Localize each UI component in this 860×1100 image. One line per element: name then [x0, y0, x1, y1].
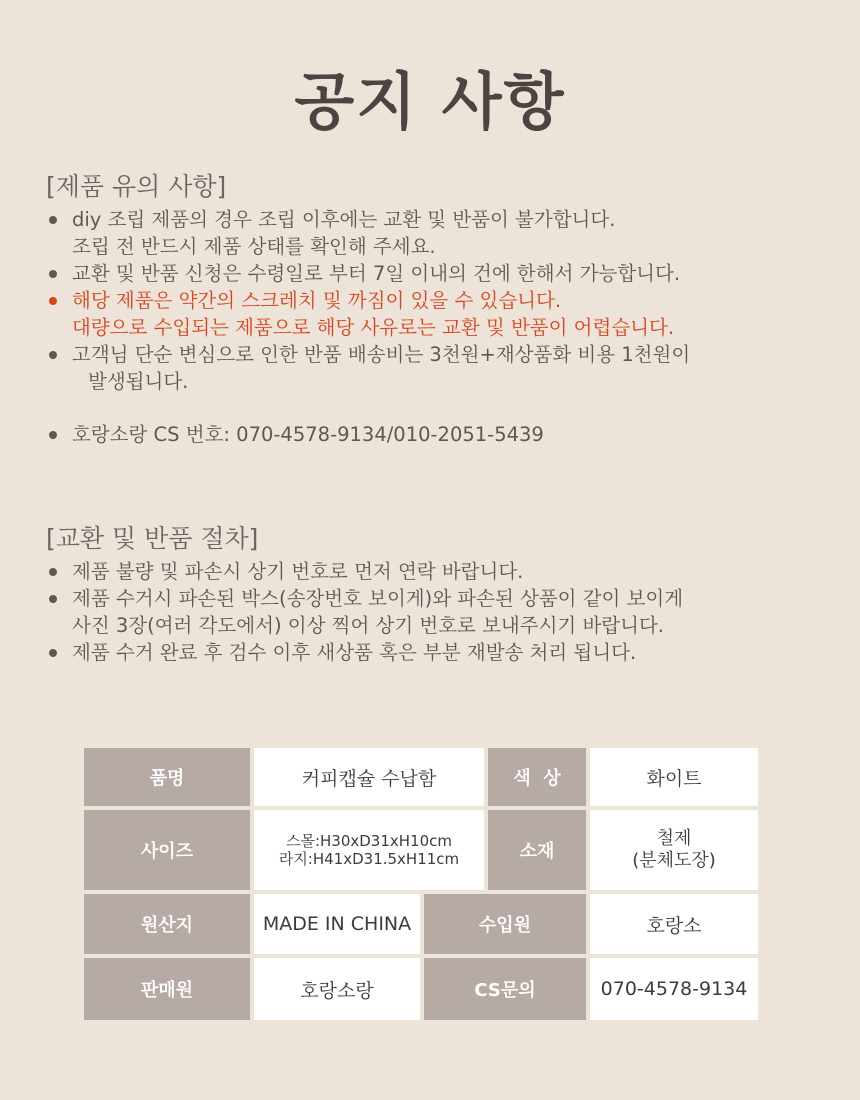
size-label: 사이즈	[84, 810, 250, 890]
item-text: 해당 제품은 약간의 스크레치 및 까짐이 있을 수 있습니다.	[72, 289, 562, 312]
list-item	[46, 206, 836, 260]
bullet-icon	[49, 351, 57, 359]
importer-label: 수입원	[424, 894, 586, 954]
item-text-continued: 발생됩니다.	[88, 370, 189, 393]
item-text-continued: 조립 전 반드시 제품 상태를 확인해 주세요.	[72, 235, 436, 258]
item-text-continued: 대량으로 수입되는 제품으로 해당 사유로는 교환 및 반품이 어렵습니다.	[72, 316, 675, 339]
item-text: 호랑소랑 CS 번호: 070-4578-9134/010-2051-5439	[72, 423, 544, 446]
precautions-heading: [제품 유의 사항]	[46, 172, 227, 201]
size-value	[254, 810, 484, 890]
importer-value: 호랑소	[590, 894, 758, 954]
material-value	[590, 810, 758, 890]
procedure-list	[46, 558, 836, 666]
origin-value: MADE IN CHINA	[254, 894, 420, 954]
color-label: 색 상	[488, 748, 586, 806]
size-large: 라지:H41xD31.5xH11cm	[278, 850, 460, 868]
material-label: 소재	[488, 810, 586, 890]
spec-table	[84, 748, 758, 1020]
item-text: 제품 불량 및 파손시 상기 번호로 먼저 연락 바랍니다.	[72, 560, 524, 583]
list-item	[46, 341, 836, 395]
precautions-list	[46, 206, 836, 448]
list-item	[46, 260, 836, 287]
origin-label: 원산지	[84, 894, 250, 954]
bullet-icon	[49, 568, 57, 576]
product-name-value: 커피캡슐 수납함	[254, 748, 484, 806]
cs-label: CS문의	[424, 958, 586, 1020]
material-line-1: 철제	[656, 828, 692, 849]
product-name-label: 품명	[84, 748, 250, 806]
list-item-cs-phone	[46, 421, 836, 448]
bullet-icon	[49, 649, 57, 657]
material-line-2: (분체도장)	[632, 850, 716, 871]
item-text: 교환 및 반품 신청은 수령일로 부터 7일 이내의 건에 한해서 가능합니다.	[72, 262, 681, 285]
bullet-icon	[49, 431, 57, 439]
list-item	[46, 558, 836, 585]
procedure-section	[46, 524, 836, 666]
list-item	[46, 585, 836, 639]
size-small: 스몰:H30xD31xH10cm	[285, 832, 453, 850]
seller-label: 판매원	[84, 958, 250, 1020]
bullet-icon	[49, 270, 57, 278]
bullet-icon	[49, 216, 57, 224]
bullet-icon	[49, 595, 57, 603]
list-item	[46, 639, 836, 666]
procedure-heading: [교환 및 반품 절차]	[46, 524, 259, 553]
list-item-highlight	[46, 287, 836, 341]
item-text: 제품 수거시 파손된 박스(송장번호 보이게)와 파손된 상품이 같이 보이게	[72, 587, 684, 610]
page-title: 공지 사항	[294, 65, 566, 138]
precautions-section	[46, 172, 836, 448]
item-text: 제품 수거 완료 후 검수 이후 새상품 혹은 부분 재발송 처리 됩니다.	[72, 641, 637, 664]
cs-phone-value: 070-4578-9134	[590, 958, 758, 1020]
item-text-continued: 사진 3장(여러 각도에서) 이상 찍어 상기 번호로 보내주시기 바랍니다.	[72, 614, 665, 637]
item-text: diy 조립 제품의 경우 조립 이후에는 교환 및 반품이 불가합니다.	[72, 208, 616, 231]
bullet-icon	[49, 297, 57, 305]
item-text: 고객님 단순 변심으로 인한 반품 배송비는 3천원+재상품화 비용 1천원이	[72, 343, 691, 366]
color-value: 화이트	[590, 748, 758, 806]
seller-value: 호랑소랑	[254, 958, 420, 1020]
